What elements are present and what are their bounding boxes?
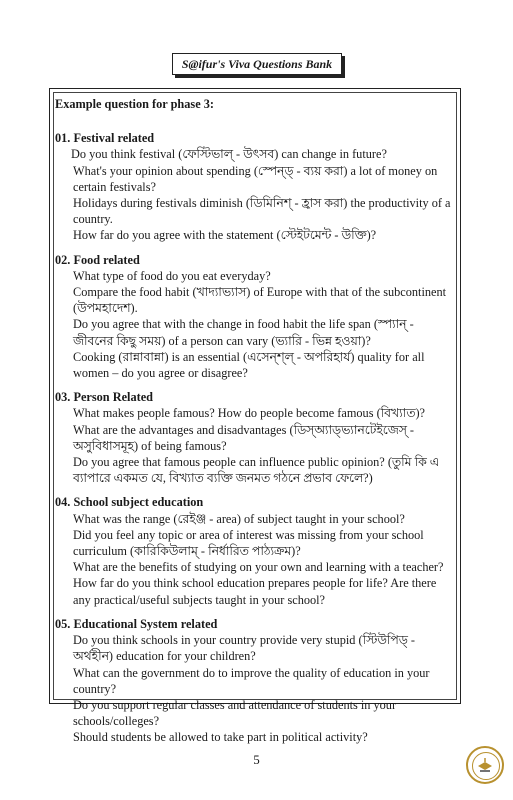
question: What type of food do you eat everyday? bbox=[73, 268, 271, 283]
section-title: 04. School subject education bbox=[55, 495, 204, 510]
question: Do you support regular classes and attendance of students in your schools/colleges? bbox=[73, 697, 397, 729]
question: Do you think schools in your country provide very stupid (স্টিউপিড্ - অর্থহীন) education for your children? bbox=[73, 633, 415, 664]
section-title: 05. Educational System related bbox=[55, 616, 218, 631]
question: Do you agree that famous people can influence public opinion? (তুমি কি এ ব্যাপারে একমত যে, বিখ্যাত ব্যক্তি জনমত গঠনে প্রভাব ফেলে?) bbox=[73, 455, 440, 486]
question: How far do you think school education prepares people for life? Are there any practical/useful subjects taught in your school? bbox=[73, 576, 437, 607]
section-food bbox=[55, 252, 457, 382]
question: Should students be allowed to take part in political activity? bbox=[73, 730, 368, 745]
question: Do you agree that with the change in food habit the life span (স্প্যান্ - জীবনের কিছু সময়) of a person can vary (ভ্যারি - ভিন্ন হওয়া)? bbox=[73, 317, 414, 348]
question: Cooking (রান্নাবান্না) is an essential (এসেন্শ্ল্ - অপরিহার্য) quality for all women – do you agree or disagree? bbox=[73, 349, 425, 381]
intro-heading: Example question for phase 3: bbox=[55, 97, 214, 111]
section-festival bbox=[55, 130, 457, 243]
header-title-box bbox=[172, 53, 342, 75]
question: Holidays during festivals diminish (ডিমিনিশ্ - হ্রাস করা) the productivity of a country. bbox=[73, 196, 451, 227]
question: How far do you agree with the statement (স্টেইটমেন্ট - উক্তি)? bbox=[73, 228, 377, 243]
content-area bbox=[55, 96, 457, 754]
section-title: 03. Person Related bbox=[55, 390, 154, 405]
question: What makes people famous? How do people become famous (বিখ্যাত)? bbox=[73, 406, 426, 421]
section-school-subject bbox=[55, 494, 457, 607]
page-number: 5 bbox=[253, 752, 260, 767]
question: What was the range (রেইঞ্জ - area) of subject taught in your school? bbox=[73, 511, 405, 526]
question: What can the government do to improve the quality of education in your country? bbox=[73, 665, 430, 696]
question: What's your opinion about spending (স্পেন্ড্ - ব্যয় করা) a lot of money on certain festivals? bbox=[73, 163, 438, 194]
section-education-system bbox=[55, 616, 457, 746]
question: Compare the food habit (খাদ্যাভ্যাস) of Europe with that of the subcontinent (উপমহাদেশ). bbox=[73, 285, 447, 316]
question: Do you think festival (ফেস্টিভাল্ - উৎসব) can change in future? bbox=[71, 147, 387, 162]
header-title: S@ifur's Viva Questions Bank bbox=[181, 56, 333, 71]
publisher-logo-icon bbox=[466, 746, 504, 784]
question: Did you feel any topic or area of interest was missing from your school curriculum (কারিকিউলাম্ - নির্ধারিত পাঠ্যক্রম)? bbox=[73, 527, 424, 559]
question: What are the advantages and disadvantages (ডিস্অ্যাড্ভ্যানটেইজেস্ - অসুবিধাসমূহ) of being famous? bbox=[73, 422, 414, 453]
section-title: 01. Festival related bbox=[55, 131, 155, 146]
question: What are the benefits of studying on your own and learning with a teacher? bbox=[73, 560, 444, 575]
section-title: 02. Food related bbox=[55, 252, 140, 267]
section-person bbox=[55, 389, 457, 486]
